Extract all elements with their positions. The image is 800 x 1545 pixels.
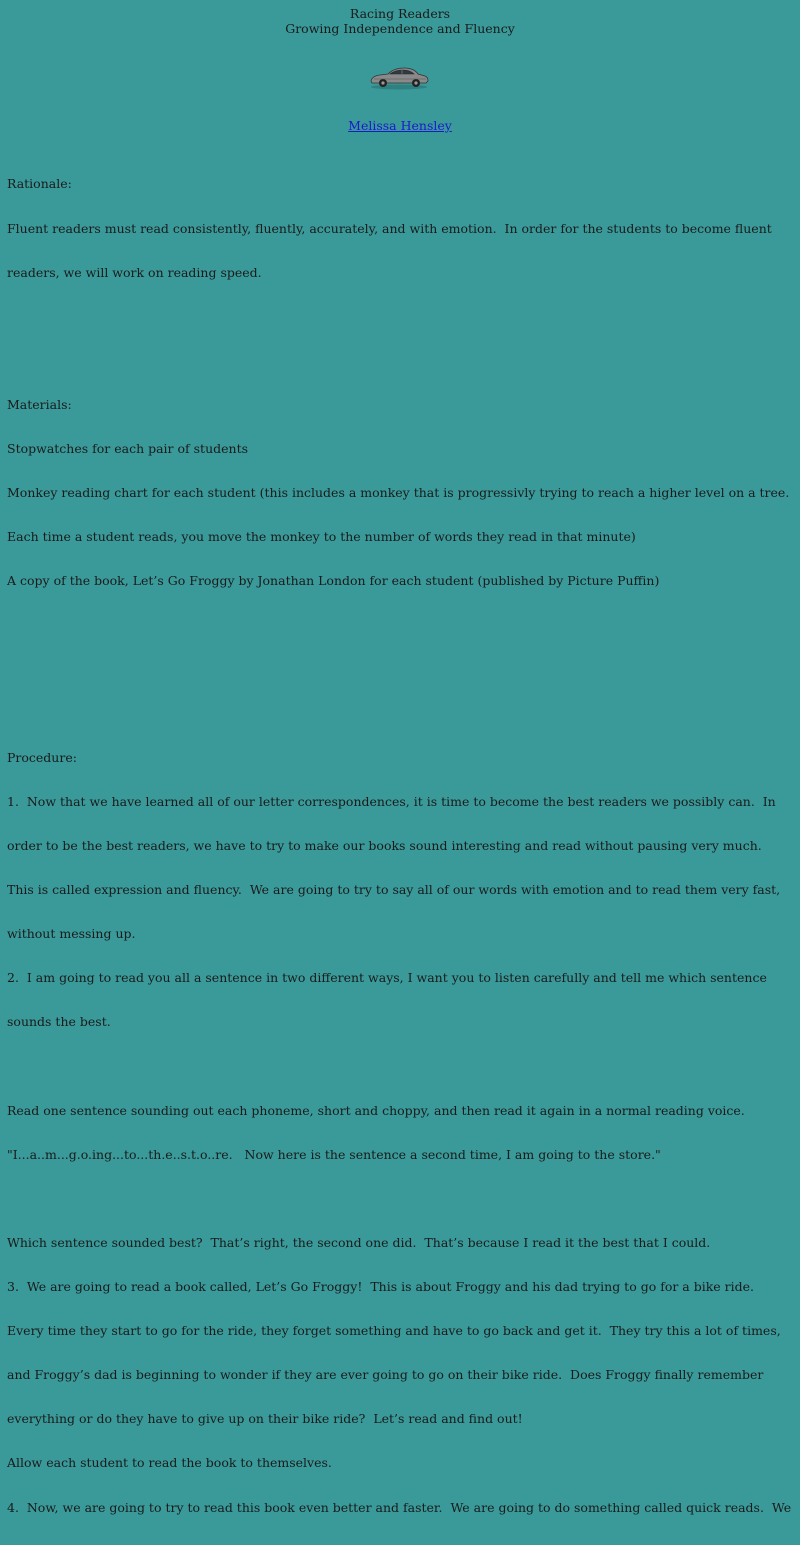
procedure-line: 4. Now, we are going to try to read this book even better and faster. We are going to do something called quick reads. We <box>7 1499 792 1515</box>
procedure-line: and Froggy’s dad is beginning to wonder if they are ever going to go on their bike ride. Does Froggy finally remember <box>7 1367 764 1383</box>
author-line <box>0 118 800 133</box>
author-link[interactable]: Melissa Hensley <box>348 118 452 133</box>
procedure-line: order to be the best readers, we have to try to make our books sound interesting and read without pausing very much. <box>7 837 762 853</box>
procedure-heading: Procedure: <box>7 749 77 765</box>
procedure-line: Read one sentence sounding out each phoneme, short and choppy, and then read it again in a normal reading voice. <box>7 1102 745 1118</box>
race-car-icon <box>368 64 430 90</box>
page-title: Racing Readers <box>349 6 451 21</box>
procedure-line: Allow each student to read the book to themselves. <box>7 1455 332 1471</box>
materials-line: Each time a student reads, you move the monkey to the number of words they read in that minute) <box>7 529 636 545</box>
procedure-line: This is called expression and fluency. We are going to try to say all of our words with emotion and to read them very fast, <box>7 882 781 898</box>
procedure-line: without messing up. <box>7 926 136 942</box>
page-subtitle: Growing Independence and Fluency <box>285 21 515 36</box>
procedure-line: 2. I am going to read you all a sentence in two different ways, I want you to listen carefully and tell me which sentence <box>7 970 767 986</box>
procedure-line: 3. We are going to read a book called, Let’s Go Froggy! This is about Froggy and his dad trying to go for a bike ride. <box>7 1279 755 1295</box>
procedure-line: everything or do they have to give up on their bike ride? Let’s read and find out! <box>7 1411 523 1427</box>
procedure-line: "I...a..m...g.o.ing...to...th.e..s.t.o..re. Now here is the sentence a second time, I am going to the store." <box>7 1146 661 1162</box>
procedure-line: sounds the best. <box>7 1014 111 1030</box>
materials-line: Stopwatches for each pair of students <box>7 441 249 457</box>
rationale-line: Fluent readers must read consistently, fluently, accurately, and with emotion. In order for the students to become fluent <box>7 220 772 236</box>
lesson-body <box>7 148 797 1545</box>
rationale-heading: Rationale: <box>7 176 72 192</box>
title-block <box>0 6 800 36</box>
procedure-line: Which sentence sounded best? That’s right, the second one did. That’s because I read it the best that I could. <box>7 1234 711 1250</box>
procedure-line: Every time they start to go for the ride, they forget something and have to go back and get it. They try this a lot of times, <box>7 1323 781 1339</box>
procedure-line: 1. Now that we have learned all of our letter correspondences, it is time to become the best readers we possibly can. In <box>7 793 776 809</box>
materials-line: A copy of the book, Let’s Go Froggy by Jonathan London for each student (published by Picture Puffin) <box>7 573 660 589</box>
rationale-line: readers, we will work on reading speed. <box>7 264 262 280</box>
materials-heading: Materials: <box>7 396 72 412</box>
materials-line: Monkey reading chart for each student (this includes a monkey that is progressivly trying to reach a higher level on a tree. <box>7 485 790 501</box>
